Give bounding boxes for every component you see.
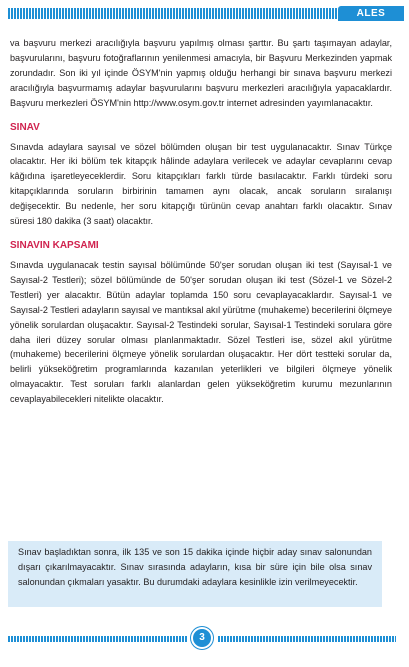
header-title: ALES <box>338 6 404 21</box>
section-heading-kapsam: SINAVIN KAPSAMI <box>10 239 99 251</box>
main-content <box>10 36 392 407</box>
intro-paragraph: va başvuru merkezi aracılığıyla başvuru yapılmış olması şarttır. Bu şartı taşımayan adaylar, başvurularını, başvuru fotoğraflarının yenilenmesi amacıyla, bir Başvuru Merkezinden yapmak zorundadır. Son iki yıl içinde ÖSYM'nin yapmış olduğu herhangi bir sınava başvuru merkezi aracılığıyla başvurmamış adaylar başvurularını başvuru merkezleri aracılığıyla yapacaklardır. Başvuru merkezleri ÖSYM'nin http://www.osym.gov.tr internet adresinden yayımlanacaktır. <box>10 38 392 108</box>
header-stripe <box>8 8 338 19</box>
page-number: 3 <box>193 629 211 647</box>
section-heading-sinav: SINAV <box>10 121 40 133</box>
page-footer <box>0 626 409 656</box>
section-body-sinav: Sınavda adaylara sayısal ve sözel bölümden oluşan bir test uygulanacaktır. Sınav Türkçe olacaktır. Her iki bölüm tek kitapçık hâlinde adaylara verilecek ve adaylar cevaplarını cevap kâğıdına işaretleyeceklerdir. Soru kitapçıkları farklı türde basılacaktır. Farklı türdeki soru kitapçıklarında soruların birbirinin tamamen aynı olacak, ancak soruların sıralanışı değişecektir. Bu nedenle, her soru kitapçığı türünün cevap anahtarı farklı olacaktır. Sınav süresi 180 dakika (3 saat) olacaktır. <box>10 141 392 227</box>
section-body-kapsam: Sınavda uygulanacak testin sayısal bölümünde 50'şer sorudan oluşan iki test (Sayısal-1 ve Sayısal-2 Testleri); sözel bölümünde de 50'şer sorudan oluşan iki test (Sözel-1 ve Sözel-2 Testleri) yer alacaktır. Bütün adaylar toplamda 150 soru cevaplayacaklardır. Sayısal-1 ve Sayısal-2 Testleri adayların sayısal ve mantıksal akıl yürütme (muhakeme) becerilerini ölçmeye yönelik sorulardan oluşacaktır. Sayısal-2 Testindeki sorular, Sayısal-1 Testindeki sorulara göre daha ileri düzey sorular olması planlanmaktadır. Sözel Testleri ise, sözel akıl yürütme (muhakeme) becerilerini ölçmeye yönelik sorulardan oluşacaktır. Her dört testteki sorular da, belirli yükseköğretim programlarında kazanılan yeterlikleri ve bilgileri ölçmeye yönelik olmayacaktır. Test soruları farklı alanlardan gelen yükseköğretim kurumu mezunlarının cevaplayabilecekleri nitelikte olacaktır. <box>10 259 392 405</box>
footer-stripe-right <box>218 636 396 642</box>
notice-text: Sınav başladıktan sonra, ilk 135 ve son 15 dakika içinde hiçbir aday sınav salonundan dışarı çıkarılmayacaktır. Sınav sırasında adayların, kısa bir süre için bile olsa sınav salonundan çıkmaları yasaktır. Bu durumdaki adaylara kesinlikle izin verilmeyecektir. <box>18 547 372 587</box>
page-header <box>0 0 409 22</box>
footer-stripe-left <box>8 636 188 642</box>
notice-box <box>8 541 382 607</box>
